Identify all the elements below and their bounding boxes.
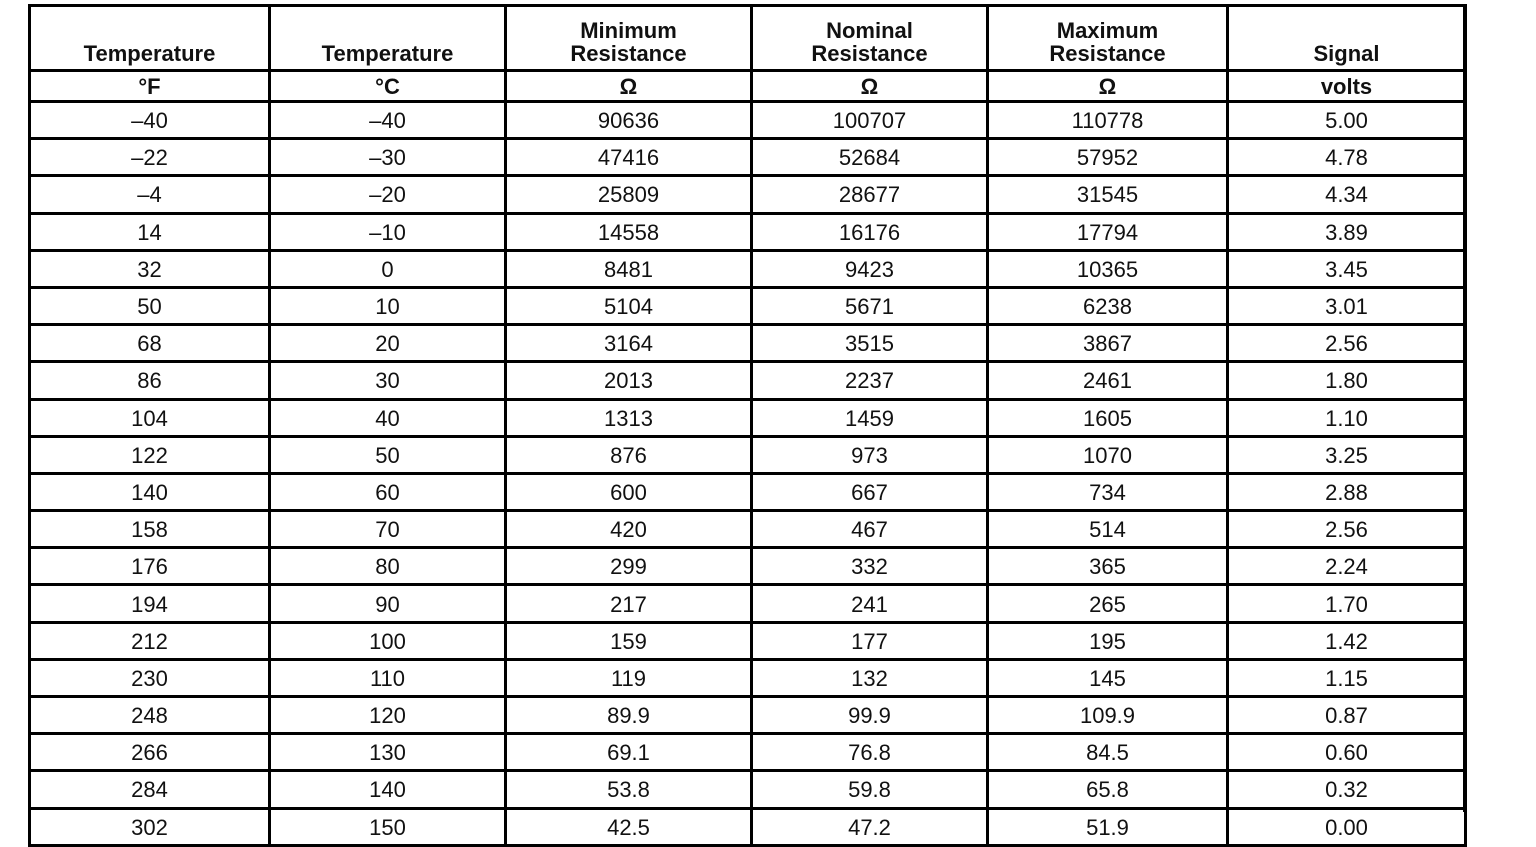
nominal-resistance-cell: 16176 (752, 213, 988, 250)
header-label-line2: Resistance (1049, 41, 1166, 66)
temp-c-cell: –20 (270, 176, 506, 213)
temp-f-cell: 212 (30, 622, 270, 659)
table-row (30, 734, 1466, 771)
signal-volts-cell: 4.78 (1228, 139, 1466, 176)
max-resistance-cell: 145 (988, 659, 1228, 696)
signal-volts-cell: 2.56 (1228, 325, 1466, 362)
nominal-resistance-cell: 973 (752, 436, 988, 473)
temp-c-cell: 120 (270, 697, 506, 734)
temp-c-cell: 100 (270, 622, 506, 659)
signal-volts-cell: 1.10 (1228, 399, 1466, 436)
table-row (30, 511, 1466, 548)
signal-volts-cell: 2.56 (1228, 511, 1466, 548)
temp-f-cell: 230 (30, 659, 270, 696)
temp-f-cell: 86 (30, 362, 270, 399)
nominal-resistance-cell: 177 (752, 622, 988, 659)
temp-c-cell: 150 (270, 808, 506, 845)
header-unit-row (30, 71, 1466, 102)
max-resistance-cell: 734 (988, 473, 1228, 510)
temp-c-cell: 80 (270, 548, 506, 585)
table-row (30, 622, 1466, 659)
nominal-resistance-cell: 99.9 (752, 697, 988, 734)
temp-f-cell: –4 (30, 176, 270, 213)
min-resistance-cell: 47416 (506, 139, 752, 176)
temp-f-cell: 266 (30, 734, 270, 771)
temp-f-cell: 194 (30, 585, 270, 622)
min-resistance-cell: 53.8 (506, 771, 752, 808)
nominal-resistance-cell: 332 (752, 548, 988, 585)
table-row (30, 213, 1466, 250)
nominal-resistance-cell: 100707 (752, 102, 988, 139)
table-row (30, 585, 1466, 622)
min-resistance-cell: 25809 (506, 176, 752, 213)
header-temperature-f (30, 6, 270, 71)
min-resistance-cell: 1313 (506, 399, 752, 436)
temp-f-cell: 68 (30, 325, 270, 362)
header-label-line1: Maximum (1056, 18, 1159, 43)
nominal-resistance-cell: 47.2 (752, 808, 988, 845)
header-minimum-resistance (506, 6, 752, 71)
sensor-resistance-table-sheet (28, 4, 1464, 847)
nominal-resistance-cell: 2237 (752, 362, 988, 399)
nominal-resistance-cell: 132 (752, 659, 988, 696)
temp-c-cell: 60 (270, 473, 506, 510)
temp-c-cell: –40 (270, 102, 506, 139)
table-row (30, 436, 1466, 473)
min-resistance-cell: 8481 (506, 250, 752, 287)
signal-volts-cell: 3.25 (1228, 436, 1466, 473)
signal-volts-cell: 1.70 (1228, 585, 1466, 622)
nominal-resistance-cell: 59.8 (752, 771, 988, 808)
min-resistance-cell: 299 (506, 548, 752, 585)
table-row (30, 771, 1466, 808)
signal-volts-cell: 3.01 (1228, 287, 1466, 324)
min-resistance-cell: 5104 (506, 287, 752, 324)
signal-volts-cell: 1.15 (1228, 659, 1466, 696)
signal-volts-cell: 3.89 (1228, 213, 1466, 250)
signal-volts-cell: 2.24 (1228, 548, 1466, 585)
max-resistance-cell: 109.9 (988, 697, 1228, 734)
table-row (30, 176, 1466, 213)
temp-c-cell: 20 (270, 325, 506, 362)
sensor-resistance-table (28, 4, 1467, 847)
signal-volts-cell: 0.32 (1228, 771, 1466, 808)
temp-c-cell: 130 (270, 734, 506, 771)
signal-volts-cell: 3.45 (1228, 250, 1466, 287)
table-row (30, 548, 1466, 585)
temp-c-cell: 10 (270, 287, 506, 324)
temp-f-cell: 50 (30, 287, 270, 324)
unit-ohm-max: Ω (988, 71, 1228, 102)
unit-celsius: °C (270, 71, 506, 102)
signal-volts-cell: 1.80 (1228, 362, 1466, 399)
nominal-resistance-cell: 241 (752, 585, 988, 622)
header-nominal-resistance (752, 6, 988, 71)
signal-volts-cell: 5.00 (1228, 102, 1466, 139)
min-resistance-cell: 69.1 (506, 734, 752, 771)
nominal-resistance-cell: 28677 (752, 176, 988, 213)
max-resistance-cell: 2461 (988, 362, 1228, 399)
max-resistance-cell: 65.8 (988, 771, 1228, 808)
temp-f-cell: –22 (30, 139, 270, 176)
min-resistance-cell: 159 (506, 622, 752, 659)
temp-f-cell: 248 (30, 697, 270, 734)
nominal-resistance-cell: 52684 (752, 139, 988, 176)
nominal-resistance-cell: 3515 (752, 325, 988, 362)
min-resistance-cell: 600 (506, 473, 752, 510)
temp-c-cell: 140 (270, 771, 506, 808)
table-row (30, 473, 1466, 510)
header-label-line1: Minimum (580, 18, 677, 43)
signal-volts-cell: 0.87 (1228, 697, 1466, 734)
max-resistance-cell: 365 (988, 548, 1228, 585)
temp-c-cell: 110 (270, 659, 506, 696)
max-resistance-cell: 51.9 (988, 808, 1228, 845)
table-body (30, 102, 1466, 846)
max-resistance-cell: 6238 (988, 287, 1228, 324)
min-resistance-cell: 90636 (506, 102, 752, 139)
header-label-line2: Resistance (811, 41, 928, 66)
unit-ohm-min: Ω (506, 71, 752, 102)
temp-c-cell: 40 (270, 399, 506, 436)
min-resistance-cell: 420 (506, 511, 752, 548)
table-right-border (1463, 4, 1466, 812)
max-resistance-cell: 1070 (988, 436, 1228, 473)
max-resistance-cell: 1605 (988, 399, 1228, 436)
temp-f-cell: 122 (30, 436, 270, 473)
signal-volts-cell: 4.34 (1228, 176, 1466, 213)
max-resistance-cell: 57952 (988, 139, 1228, 176)
max-resistance-cell: 3867 (988, 325, 1228, 362)
header-label: Signal (1313, 41, 1380, 66)
max-resistance-cell: 110778 (988, 102, 1228, 139)
max-resistance-cell: 17794 (988, 213, 1228, 250)
temp-f-cell: –40 (30, 102, 270, 139)
temp-f-cell: 14 (30, 213, 270, 250)
header-label-line1: Nominal (826, 18, 913, 43)
unit-volts: volts (1228, 71, 1466, 102)
temp-c-cell: 50 (270, 436, 506, 473)
temp-c-cell: –30 (270, 139, 506, 176)
min-resistance-cell: 2013 (506, 362, 752, 399)
nominal-resistance-cell: 467 (752, 511, 988, 548)
signal-volts-cell: 2.88 (1228, 473, 1466, 510)
header-maximum-resistance (988, 6, 1228, 71)
table-row (30, 325, 1466, 362)
table-row (30, 362, 1466, 399)
temp-f-cell: 158 (30, 511, 270, 548)
nominal-resistance-cell: 5671 (752, 287, 988, 324)
max-resistance-cell: 10365 (988, 250, 1228, 287)
min-resistance-cell: 217 (506, 585, 752, 622)
temp-c-cell: 90 (270, 585, 506, 622)
table-header (30, 6, 1466, 102)
min-resistance-cell: 119 (506, 659, 752, 696)
min-resistance-cell: 42.5 (506, 808, 752, 845)
nominal-resistance-cell: 76.8 (752, 734, 988, 771)
signal-volts-cell: 0.00 (1228, 808, 1466, 845)
nominal-resistance-cell: 667 (752, 473, 988, 510)
table-row (30, 250, 1466, 287)
min-resistance-cell: 876 (506, 436, 752, 473)
signal-volts-cell: 0.60 (1228, 734, 1466, 771)
temp-f-cell: 140 (30, 473, 270, 510)
table-row (30, 399, 1466, 436)
max-resistance-cell: 84.5 (988, 734, 1228, 771)
table-row (30, 808, 1466, 845)
header-label-line2: Resistance (570, 41, 687, 66)
table-row (30, 139, 1466, 176)
header-label: Temperature (83, 41, 216, 66)
temp-f-cell: 32 (30, 250, 270, 287)
temp-f-cell: 176 (30, 548, 270, 585)
table-row (30, 102, 1466, 139)
table-row (30, 659, 1466, 696)
table-row (30, 287, 1466, 324)
temp-c-cell: 30 (270, 362, 506, 399)
temp-f-cell: 284 (30, 771, 270, 808)
max-resistance-cell: 265 (988, 585, 1228, 622)
temp-c-cell: 0 (270, 250, 506, 287)
header-temperature-c (270, 6, 506, 71)
header-title-row (30, 6, 1466, 71)
max-resistance-cell: 31545 (988, 176, 1228, 213)
max-resistance-cell: 514 (988, 511, 1228, 548)
unit-ohm-nominal: Ω (752, 71, 988, 102)
nominal-resistance-cell: 1459 (752, 399, 988, 436)
temp-f-cell: 104 (30, 399, 270, 436)
table-row (30, 697, 1466, 734)
temp-c-cell: 70 (270, 511, 506, 548)
temp-c-cell: –10 (270, 213, 506, 250)
nominal-resistance-cell: 9423 (752, 250, 988, 287)
header-label: Temperature (321, 41, 454, 66)
max-resistance-cell: 195 (988, 622, 1228, 659)
unit-fahrenheit: °F (30, 71, 270, 102)
header-signal (1228, 6, 1466, 71)
signal-volts-cell: 1.42 (1228, 622, 1466, 659)
temp-f-cell: 302 (30, 808, 270, 845)
min-resistance-cell: 89.9 (506, 697, 752, 734)
min-resistance-cell: 3164 (506, 325, 752, 362)
min-resistance-cell: 14558 (506, 213, 752, 250)
